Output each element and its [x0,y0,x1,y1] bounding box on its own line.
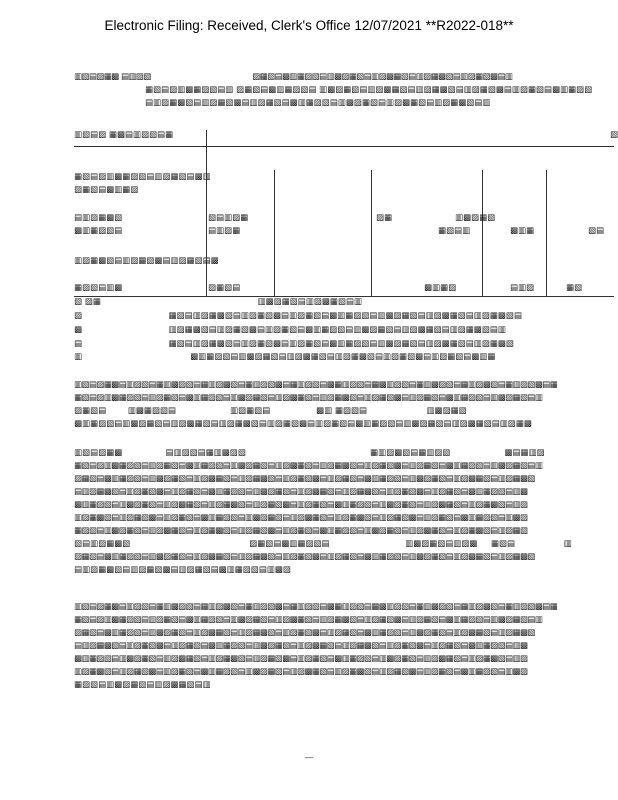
page-number: — [304,752,314,762]
filing-stamp-header: Electronic Filing: Received, Clerk's Office 12/07/2021 **R2022-018** [104,18,514,33]
